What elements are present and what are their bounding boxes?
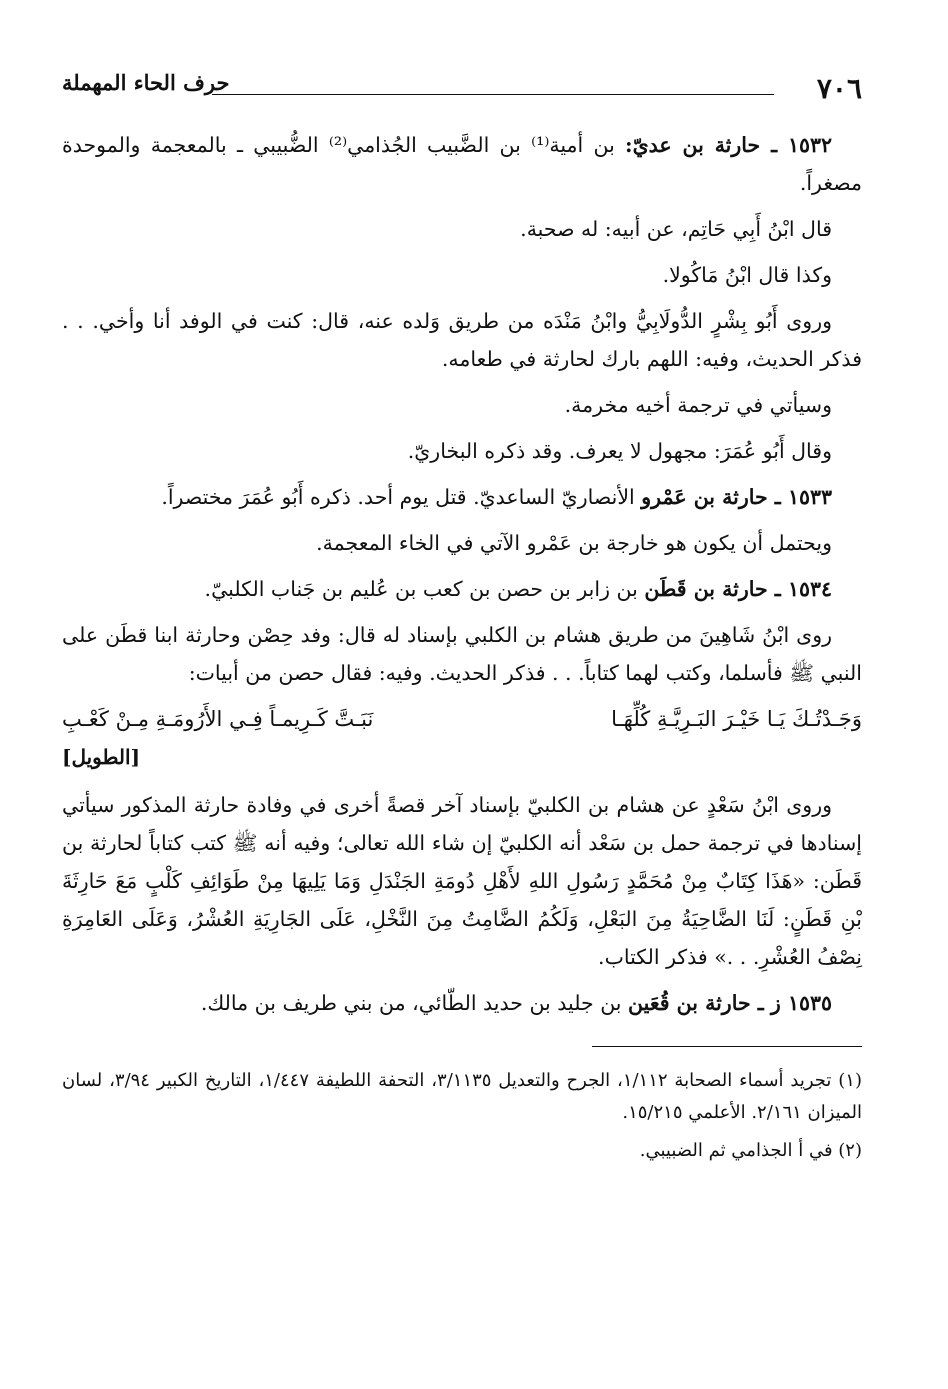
main-text: [62, 126, 862, 1022]
page-header: [62, 58, 862, 108]
entry-text: بن جليد بن حديد الطّائي، من بني طريف بن مالك.: [200, 991, 622, 1015]
paragraph: قال ابْنُ أَبِي حَاتِم، عن أبيه: له صحبة.: [520, 217, 832, 241]
entry-heading: ١٥٣٢ ـ حارثة بن عديّ:: [625, 133, 832, 157]
verse-first-hemistich: وَجَـدْتُـكَ يَـا خَيْـرَ البَـرِيَّـةِ كُلِّهَـا: [611, 707, 862, 731]
page-number: ٧٠٦: [816, 72, 862, 105]
paragraph: ويحتمل أن يكون هو خارجة بن عَمْرو الآتي في الخاء المعجمة.: [316, 531, 832, 555]
entry-text: بن أمية⁽¹⁾ بن الضَّبيب الجُذامي⁽²⁾ الضُّبيبي ـ بالمعجمة والموحدة مصغراً.: [62, 133, 862, 195]
footnote-1: (١) تجريد أسماء الصحابة ١/١١٢، الجرح والتعديل ٣/١١٣٥، التحفة اللطيفة ١/٤٤٧، التاريخ الكبير ٣/٩٤، لسان الميزان ٢/١٦١. الأعلمي ١٥/٢١٥.: [62, 1070, 862, 1123]
footnotes: [62, 1065, 862, 1167]
footnote-2: (٢) في أ الجذامي ثم الضبيبي.: [639, 1140, 862, 1161]
verse-second-hemistich: نَبَـتَّ كَـرِيمـاً فِـي الأَرُومَـةِ مِـنْ كَعْـبِ: [62, 707, 374, 731]
entry-text: الأنصاريّ الساعديّ. قتل يوم أحد. ذكره أَبُو عُمَرَ مختصراً.: [161, 485, 635, 509]
entry-text: بن زابر بن حصن بن كعب بن عُليم بن جَناب الكلبيّ.: [204, 577, 638, 601]
entry-heading: ١٥٣٤ ـ حارثة بن قَطَن: [644, 577, 832, 601]
paragraph: وروى ابْنُ سَعْدٍ عن هشام بن الكلبيّ بإسناد آخر قصةً أخرى في وفادة حارثة المذكور سيأتي إسنادها في ترجمة حمل بن سَعْد أنه الكلبيّ إن شاء الله تعالى؛ وفيه أنه ﷺ كتب كتاباً لحارثة بن قَطَن: «هَذَا كِتَابٌ مِنْ مُحَمَّدٍ رَسُولِ اللهِ لأَهْلِ دُومَةِ الجَنْدَلِ وَمَا يَلِيهَا مِنْ طَوَائِفِ كَلْبٍ مَعَ حَارِثَةَ بْنِ قَطَنٍ: لَنَا الضَّاحِيَةُ مِنَ البَعْلِ، وَلَكُمُ الضَّامِتُ مِنَ النَّخْلِ، عَلَى الجَارِيَةِ العُشْرُ، وَعَلَى العَامِرَةِ نِصْفُ العُشْرِ. . .» فذكر الكتاب.: [62, 793, 862, 969]
footnote-rule: [592, 1046, 862, 1047]
poem-verse: [62, 700, 862, 744]
paragraph: وسيأتي في ترجمة أخيه مخرمة.: [564, 393, 832, 417]
entry-heading: ١٥٣٥ ز ـ حارثة بن قُعَين: [628, 991, 832, 1015]
header-rule: [212, 94, 774, 95]
entry-1533: [62, 478, 862, 516]
paragraph: وقال أَبُو عُمَرَ: مجهول لا يعرف. وقد ذكره البخاريّ.: [407, 439, 832, 463]
entry-1534: [62, 570, 862, 608]
entry-heading: ١٥٣٣ ـ حارثة بن عَمْرو: [641, 485, 832, 509]
paragraph: وروى أَبُو بِشْرٍ الدُّولَابِيُّ وابْنُ مَنْدَه من طريق وَلده عنه، قال: كنت في الوفد أنا وأخي. . . فذكر الحديث، وفيه: اللهم بارك لحارثة في طعامه.: [62, 309, 862, 371]
paragraph: روى ابْنُ شَاهِينَ من طريق هشام بن الكلبي بإسناد له قال: وفد حِصْن وحارثة ابنا قطَن على النبي ﷺ فأسلما، وكتب لهما كتاباً. . . فذكر الحديث. وفيه: فقال حصن من أبيات:: [62, 623, 862, 685]
entry-1535: [62, 984, 862, 1022]
poem-meter: [الطويل]: [62, 745, 141, 769]
entry-1532: [62, 126, 862, 202]
paragraph: وكذا قال ابْنُ مَاكُولا.: [662, 263, 832, 287]
chapter-title: حرف الحاء المهملة: [62, 70, 230, 95]
book-page: [62, 58, 862, 1358]
